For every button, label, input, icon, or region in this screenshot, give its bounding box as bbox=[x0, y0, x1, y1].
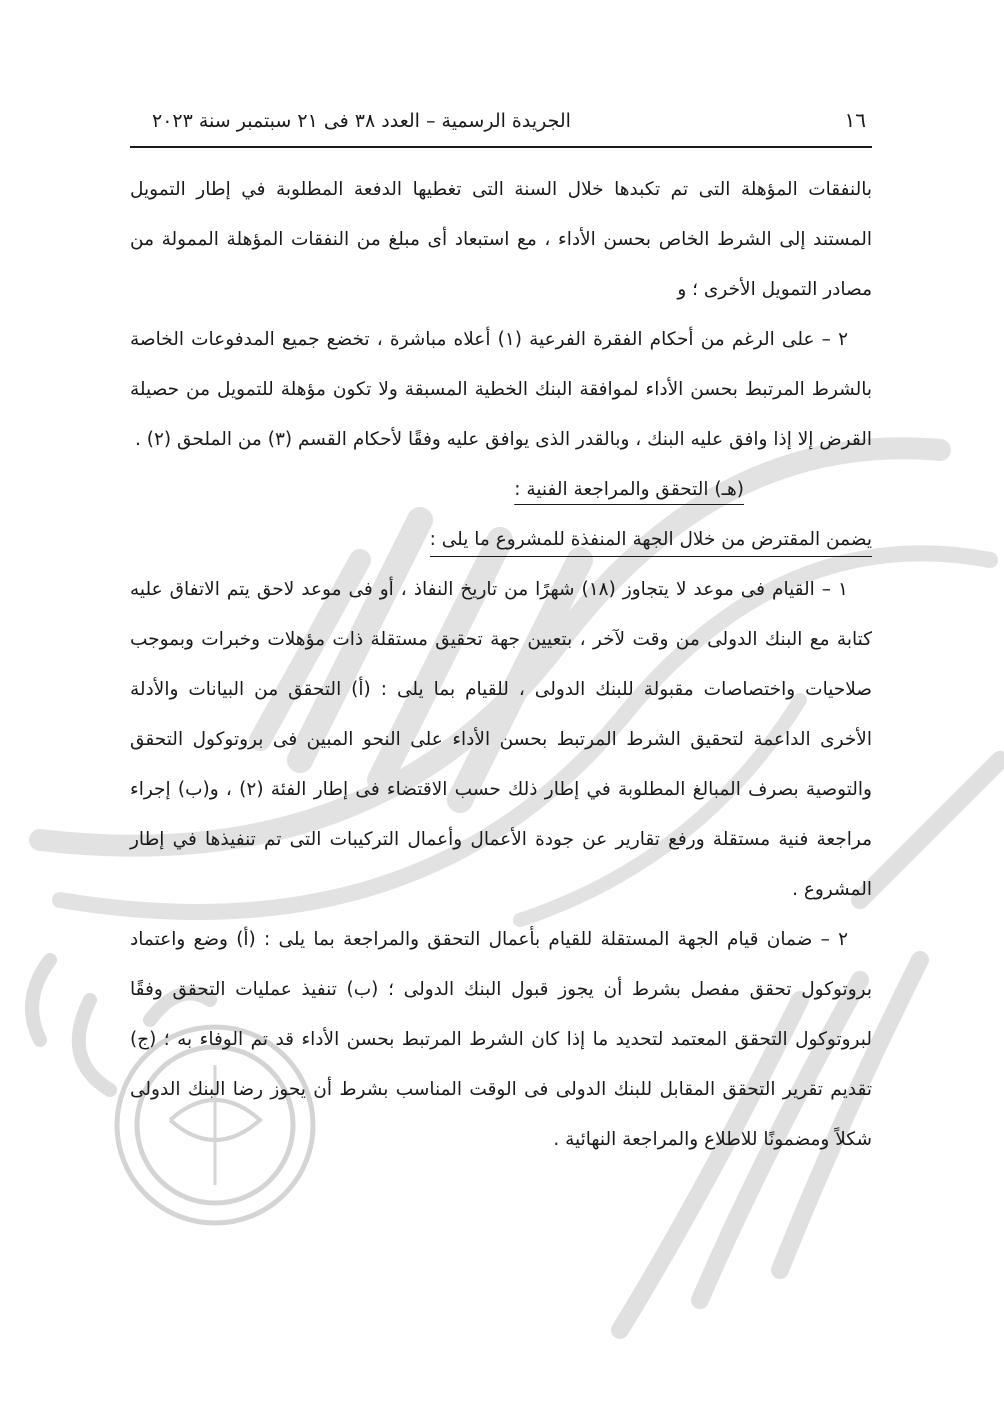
section-heading-text: (هـ) التحقق والمراجعة الفنية : bbox=[514, 479, 744, 500]
section-intro-text: يضمن المقترض من خلال الجهة المنفذة للمشروع ما يلى : bbox=[430, 529, 872, 557]
publication-title: الجريدة الرسمية – العدد ٣٨ فى ٢١ سبتمبر سنة ٢٠٢٣ bbox=[152, 110, 571, 132]
document-body bbox=[130, 165, 872, 1165]
page-number: ١٦ bbox=[844, 108, 866, 132]
paragraph-item-1: ١ – القيام فى موعد لا يتجاوز (١٨) شهرًا من تاريخ النفاذ ، أو فى موعد لاحق يتم الاتفاق عليه كتابة مع البنك الدولى من وقت لآخر ، بتعيين جهة تحقيق مستقلة ذات مؤهلات وخبرات وبموجب صلاحيات واختصاصات مقبولة للبنك الدولى ، للقيام بما يلى : (أ) التحقق من البيانات والأدلة الأخرى الداعمة لتحقيق الشرط المرتبط بحسن الأداء على النحو المبين فى بروتوكول التحقق والتوصية بصرف المبالغ المطلوبة في إطار ذلك حسب الاقتضاء فى إطار الفئة (٢) ، و(ب) إجراء مراجعة فنية مستقلة ورفع تقارير عن جودة الأعمال وأعمال التركيبات التى تم تنفيذها في إطار المشروع . bbox=[130, 579, 872, 900]
section-heading bbox=[130, 465, 872, 515]
page-header bbox=[130, 108, 872, 148]
document-page bbox=[130, 108, 872, 1165]
paragraph-continued: بالنفقات المؤهلة التى تم تكبدها خلال السنة التى تغطيها الدفعة المطلوبة في إطار التمويل المستند إلى الشرط الخاص بحسن الأداء ، مع استبعاد أى مبلغ من النفقات المؤهلة الممولة من مصادر التمويل الأخرى ؛ و bbox=[130, 179, 872, 300]
paragraph-item-2-verification: ٢ – ضمان قيام الجهة المستقلة للقيام بأعمال التحقق والمراجعة بما يلى : (أ) وضع واعتماد بروتوكول تحقق مفصل بشرط أن يجوز قبول البنك الدولى ؛ (ب) تنفيذ عمليات التحقق وفقًا لبروتوكول التحقق المعتمد لتحديد ما إذا كان الشرط المرتبط بحسن الأداء قد تم الوفاء به ؛ (ج) تقديم تقرير التحقق المقابل للبنك الدولى فى الوقت المناسب بشرط أن يحوز رضا البنك الدولى شكلاً ومضمونًا للاطلاع والمراجعة النهائية . bbox=[130, 929, 872, 1150]
paragraph-item-2: ٢ – على الرغم من أحكام الفقرة الفرعية (١) أعلاه مباشرة ، تخضع جميع المدفوعات الخاصة بالشرط المرتبط بحسن الأداء لموافقة البنك الخطية المسبقة ولا تكون مؤهلة للتمويل من حصيلة القرض إلا إذا وافق عليه البنك ، وبالقدر الذى يوافق عليه وفقًا لأحكام القسم (٣) من الملحق (٢) . bbox=[130, 329, 872, 450]
section-intro bbox=[130, 515, 872, 565]
